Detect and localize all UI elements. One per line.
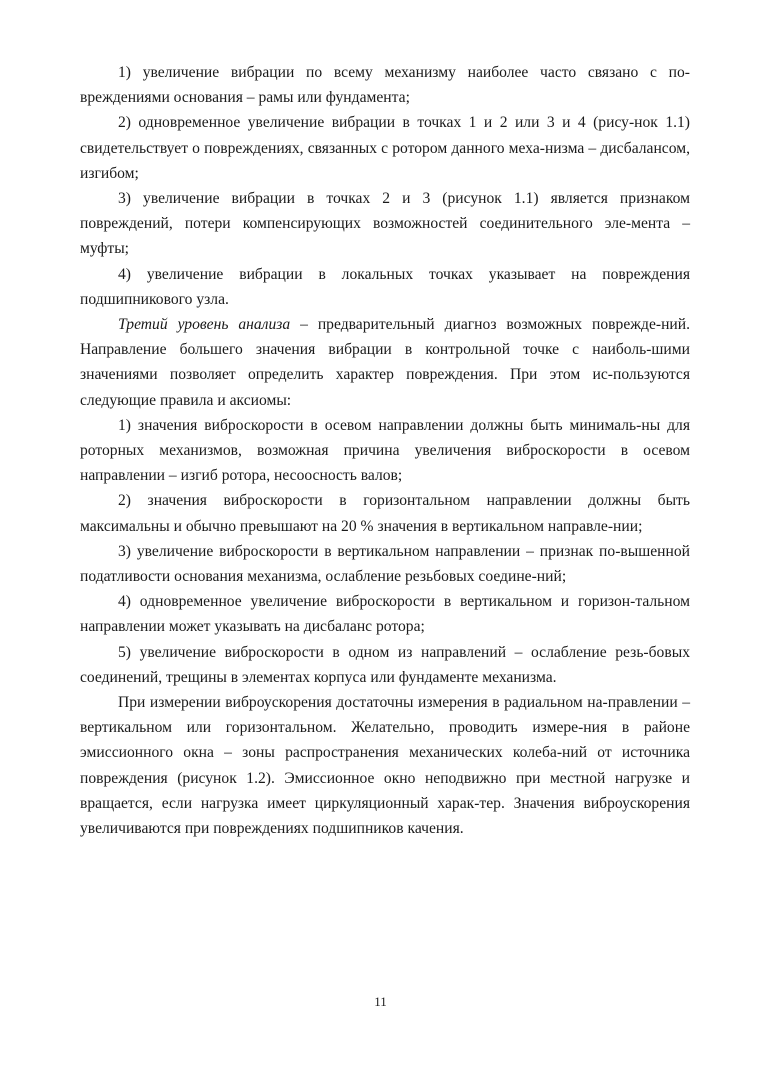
- paragraph-text: – предварительный диагноз возможных поврежде-ний. Направление большего значения вибрации в контрольной точке с наиболь-шими значениями позволяет определить характер повреждения. При этом ис-пользуются следующие правила и аксиомы:: [80, 316, 690, 409]
- list-item-damage-coupling: 3) увеличение вибрации в точках 2 и 3 (рисунок 1.1) является признаком повреждений, потери компенсирующих возможностей соединительного эле-мента – муфты;: [80, 190, 690, 258]
- rule-single-direction-velocity: 5) увеличение виброскорости в одном из направлений – ослабление резь-бовых соединений, трещины в элементах корпуса или фундаменте механизма.: [80, 643, 690, 686]
- rule-axial-velocity: 1) значения виброскорости в осевом направлении должны быть минималь-ны для роторных механизмов, возможная причина увеличения виброскорости в осевом направлении – изгиб ротора, несоосность валов;: [80, 416, 690, 485]
- rule-vertical-velocity: 3) увеличение виброскорости в вертикальном направлении – признак по-вышенной податливости основания механизма, ослабление резьбовых соедине-ний;: [80, 542, 690, 586]
- page-number: 11: [374, 994, 387, 1009]
- rule-combined-velocity: 4) одновременное увеличение виброскорости в вертикальном и горизон-тальном направлении может указывать на дисбаланс ротора;: [80, 593, 690, 636]
- list-item-damage-bearing: 4) увеличение вибрации в локальных точках указывает на повреждения подшипникового узла.: [80, 265, 690, 308]
- list-item-damage-foundation: 1) увеличение вибрации по всему механизму наиболее часто связано с по-вреждениями основания – рамы или фундамента;: [80, 64, 690, 107]
- body-text: [80, 60, 690, 841]
- rule-horizontal-velocity: 2) значения виброскорости в горизонтальном направлении должны быть максимальны и обычно превышают на 20 % значения в вертикальном направле-нии;: [80, 492, 690, 535]
- paragraph-acceleration-measurement: При измерении виброускорения достаточны измерения в радиальном на-правлении – вертикальном или горизонтальном. Желательно, проводить измере-ния в районе эмиссионного окна – зоны распространения механических колеба-ний от источника повреждения (рисунок 1.2). Эмиссионное окно неподвижно при местной нагрузке и вращается, если нагрузка имеет циркуляционный харак-тер. Значения виброускорения увеличиваются при повреждениях подшипников качения.: [80, 694, 690, 838]
- paragraph-third-level-analysis: [80, 312, 690, 413]
- italic-term: Третий уровень анализа: [118, 316, 291, 334]
- list-item-damage-rotor: 2) одновременное увеличение вибрации в точках 1 и 2 или 3 и 4 (рису-нок 1.1) свидетельствует о повреждениях, связанных с ротором данного меха-низма – дисбалансом, изгибом;: [80, 114, 690, 182]
